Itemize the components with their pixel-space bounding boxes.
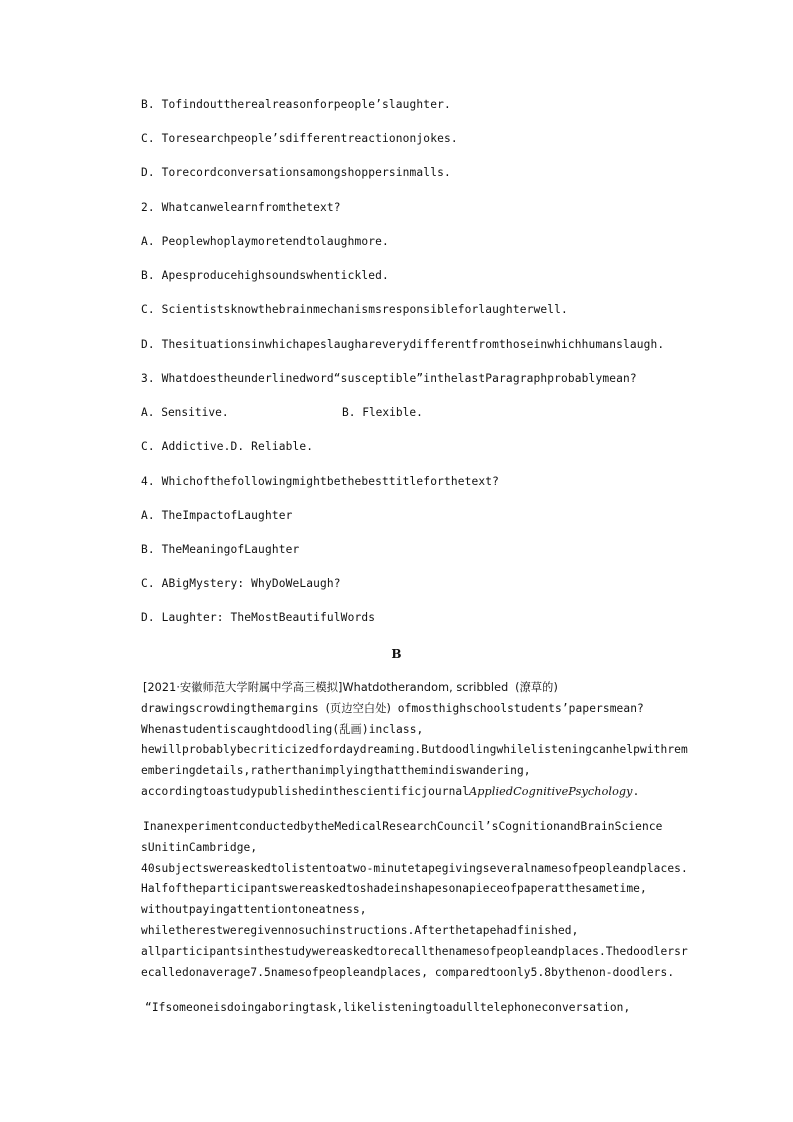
para2-line-7: allparticipantsinthestudywereaskedtorecallthenamesofpeopleandplaces.Thedoodlersr	[141, 944, 688, 958]
para2-line-2: sUnitinCambridge,	[141, 840, 258, 854]
q1-option-c: C. Toresearchpeople’sdifferentreactiononjokes.	[141, 132, 458, 145]
passage-paragraph-1	[141, 678, 688, 803]
para2-line-6: whiletherestweregivennosuchinstructions.Afterthetapehadfinished,	[141, 923, 579, 937]
para2-line-1: InanexperimentconductedbytheMedicalResearchCouncil’sCognitionandBrainScience	[143, 820, 663, 833]
para1-line-1: [2021·安徽师范大学附属中学高三模拟]Whatdotherandom, scribbled (潦草的)	[143, 681, 558, 694]
q4-option-a: A. TheImpactofLaughter	[141, 509, 293, 522]
q2-stem: 2. Whatcanwelearnfromthetext?	[141, 201, 341, 214]
passage-paragraph-3	[141, 998, 677, 1019]
q2-option-d: D. Thesituationsinwhichapeslaughareverydifferentfromthoseinwhichhumanslaugh.	[141, 338, 665, 351]
section-heading: B	[391, 647, 402, 661]
q2-option-b: B. Apesproducehighsoundswhentickled.	[141, 269, 389, 282]
para3-line-1: “Ifsomeoneisdoingaboringtask,likelisteningtoadulltelephoneconversation,	[145, 1001, 631, 1014]
q3-options-cd: C. Addictive.D. Reliable.	[141, 440, 314, 453]
q1-option-d: D. Torecordconversationsamongshoppersinmalls.	[141, 166, 451, 179]
journal-title: AppliedCognitivePsychology	[469, 784, 633, 798]
q3-option-b: B. Flexible.	[342, 406, 423, 419]
q4-option-b: B. TheMeaningofLaughter	[141, 543, 300, 556]
q3-stem: 3. Whatdoestheunderlinedword“susceptible”inthelastParagraphprobablymean?	[141, 372, 637, 385]
q1-option-b: B. Tofindouttherealreasonforpeople’slaughter.	[141, 98, 451, 111]
para1-line-4: hewillprobablybecriticizedfordaydreaming.Butdoodlingwhilelisteningcanhelpwithrem	[141, 743, 688, 757]
q2-option-c: C. Scientistsknowthebrainmechanismsresponsibleforlaughterwell.	[141, 303, 568, 316]
para2-line-4: Halfoftheparticipantswereaskedtoshadeinshapesonapieceofpaperatthesametime,	[141, 882, 647, 896]
para2-line-3: 40subjectswereaskedtolistentoatwo-minutetapegivingseveralnamesofpeopleandplaces.	[141, 861, 688, 875]
q3-option-a: A. Sensitive.	[141, 406, 229, 419]
q2-option-a: A. Peoplewhoplaymoretendtolaughmore.	[141, 235, 389, 248]
para1-line-6: accordingtoastudypublishedinthescientificjournalAppliedCognitivePsychology.	[141, 784, 640, 798]
para1-line-3: Whenastudentiscaughtdoodling(乱画)inclass,	[141, 722, 424, 736]
para1-line-2: drawingscrowdingthemargins (页边空白处) ofmosthighschoolstudents’papersmean?	[141, 701, 644, 715]
para2-line-5: withoutpayingattentiontoneatness,	[141, 903, 367, 917]
para2-line-8: ecalledonaverage7.5namesofpeopleandplaces, comparedtoonly5.8bythenon-doodlers.	[141, 965, 675, 979]
q4-option-d: D. Laughter: TheMostBeautifulWords	[141, 611, 376, 624]
passage-paragraph-2	[141, 817, 688, 983]
q4-option-c: C. ABigMystery: WhyDoWeLaugh?	[141, 577, 341, 590]
para1-line-5: emberingdetails,ratherthanimplyingthatthemindiswandering,	[141, 764, 531, 778]
q4-stem: 4. Whichofthefollowingmightbethebesttitleforthetext?	[141, 475, 500, 488]
q3-options-ab	[141, 406, 423, 420]
